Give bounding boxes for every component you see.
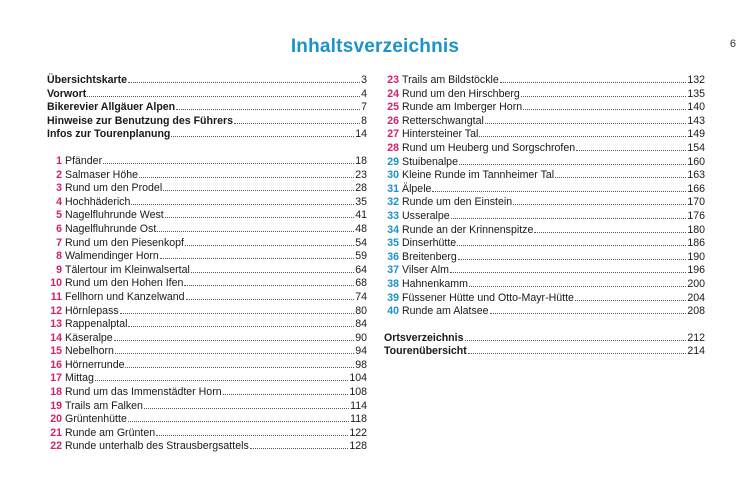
entry-label: Walmendinger Horn [65, 250, 159, 263]
dot-leader [163, 181, 354, 191]
dot-leader [250, 439, 349, 449]
entry-label: Grüntenhütte [65, 413, 127, 426]
toc-tour-entry[interactable] [384, 87, 705, 101]
tour-number: 17 [50, 372, 62, 385]
toc-tour-entry[interactable] [47, 358, 367, 372]
toc-tour-entry[interactable] [384, 155, 705, 169]
entry-label: Hörnlepass [65, 304, 119, 317]
toc-tour-entry[interactable] [47, 439, 367, 453]
entry-label: Tälertour im Kleinwalsertal [65, 263, 190, 276]
dot-leader [513, 195, 686, 205]
dot-leader [234, 114, 360, 124]
tour-number: 38 [387, 277, 399, 290]
tour-number: 33 [387, 209, 399, 222]
toc-tour-entry[interactable] [47, 331, 367, 345]
tour-number: 36 [387, 250, 399, 263]
tour-number: 9 [56, 263, 62, 276]
dot-leader [555, 168, 686, 178]
entry-label: Rund um das Immenstädter Horn [65, 386, 222, 399]
dot-leader [457, 236, 686, 246]
entry-label: Trails am Bildstöckle [402, 74, 499, 86]
tour-number: 3 [56, 182, 62, 195]
toc-right-column [384, 73, 705, 358]
entry-page: 160 [687, 155, 705, 168]
entry-label: Usseralpe [402, 209, 450, 222]
section-spacer [47, 141, 367, 154]
toc-tour-entry[interactable] [47, 263, 367, 277]
entry-page: 114 [350, 399, 367, 412]
entry-label: Tourenübersicht [384, 345, 467, 358]
toc-tour-entry[interactable] [384, 195, 705, 209]
entry-label: Dinserhütte [402, 237, 457, 250]
entry-page: 143 [687, 114, 705, 127]
dot-leader [450, 263, 686, 273]
toc-tour-entry[interactable] [47, 371, 367, 385]
entry-label: Nagelfluhrunde Ost [65, 222, 157, 235]
dot-leader [184, 276, 354, 286]
dot-leader [156, 426, 348, 436]
dot-leader [186, 290, 355, 300]
dot-leader [165, 208, 354, 218]
entry-page: 176 [687, 209, 705, 222]
tour-number: 14 [50, 331, 62, 344]
tour-number: 16 [50, 358, 62, 371]
toc-section-entry[interactable] [47, 100, 367, 114]
dot-leader [87, 87, 360, 97]
dot-leader [576, 141, 686, 151]
entry-page: 74 [355, 290, 367, 303]
tour-number: 13 [50, 318, 62, 331]
toc-section-entry[interactable] [47, 87, 367, 101]
entry-label: Hahnenkamm [402, 277, 468, 290]
entry-page: 54 [355, 236, 367, 249]
entry-page: 200 [687, 277, 705, 290]
tour-number: 37 [387, 264, 399, 277]
toc-tour-entry[interactable] [47, 290, 367, 304]
toc-tour-entry[interactable] [47, 236, 367, 250]
tour-number: 32 [387, 196, 399, 209]
entry-page: 190 [687, 250, 705, 263]
entry-label: Bikerevier Allgäuer Alpen [47, 101, 176, 114]
dot-leader [500, 73, 687, 83]
entry-label: Stuibenalpe [402, 155, 458, 168]
dot-leader [114, 331, 355, 341]
entry-page: 204 [687, 291, 705, 304]
dot-leader [458, 250, 687, 260]
entry-label: Vorwort [47, 87, 87, 100]
toc-tour-entry[interactable] [384, 291, 705, 305]
dot-leader [490, 304, 687, 314]
entry-page: 128 [349, 440, 367, 453]
dot-leader [131, 195, 354, 205]
toc-tour-entry[interactable] [384, 141, 705, 155]
dot-leader [523, 100, 686, 110]
entry-page: 7 [361, 101, 367, 114]
toc-tour-entry[interactable] [47, 181, 367, 195]
toc-tour-entry[interactable] [47, 344, 367, 358]
tour-number: 25 [387, 101, 399, 114]
dot-leader [521, 87, 687, 97]
entry-label: Salmaser Höhe [65, 168, 139, 181]
toc-tour-entry[interactable] [47, 168, 367, 182]
dot-leader [128, 412, 349, 422]
toc-section-entry[interactable] [47, 73, 367, 87]
entry-label: Infos zur Tourenplanung [47, 128, 171, 141]
entry-label: Trails am Falken [65, 399, 143, 412]
toc-tour-entry[interactable] [47, 208, 367, 222]
toc-tour-entry[interactable] [47, 195, 367, 209]
entry-page: 163 [687, 169, 705, 182]
entry-page: 98 [355, 358, 367, 371]
entry-page: 186 [687, 237, 705, 250]
entry-page: 3 [361, 74, 367, 86]
entry-label: Älpele [402, 182, 432, 195]
entry-label: Runde unterhalb des Strausbergsattels [65, 440, 249, 453]
entry-label: Rappenalptal [65, 318, 128, 331]
tour-number: 39 [387, 291, 399, 304]
toc-tour-entry[interactable] [47, 154, 367, 168]
toc-tour-entry[interactable] [384, 73, 705, 87]
tour-number: 29 [387, 155, 399, 168]
entry-page: 28 [355, 182, 367, 195]
entry-page: 214 [687, 345, 705, 358]
entry-page: 170 [687, 196, 705, 209]
entry-label: Rund um den Hohen Ifen [65, 277, 184, 290]
tour-number: 40 [387, 305, 399, 318]
dot-leader [128, 317, 354, 327]
tour-number: 10 [50, 277, 62, 290]
entry-page: 8 [361, 114, 367, 127]
toc-section-entry[interactable] [384, 344, 705, 358]
entry-label: Füssener Hütte und Otto-Mayr-Hütte [402, 291, 574, 304]
dot-leader [185, 236, 354, 246]
toc-tour-entry[interactable] [47, 304, 367, 318]
entry-label: Rund um den Piesenkopf [65, 236, 184, 249]
tour-number: 1 [56, 154, 62, 167]
entry-page: 59 [355, 250, 367, 263]
dot-leader [459, 155, 686, 165]
entry-label: Vilser Alm [402, 264, 449, 277]
dot-leader [120, 304, 355, 314]
entry-page: 166 [687, 182, 705, 195]
entry-label: Hörnerrunde [65, 358, 125, 371]
tour-number: 18 [50, 386, 62, 399]
entry-label: Ortsverzeichnis [384, 331, 464, 344]
dot-leader [479, 127, 686, 137]
entry-page: 180 [687, 223, 705, 236]
tour-number: 15 [50, 345, 62, 358]
dot-leader [432, 182, 686, 192]
dot-leader [160, 249, 354, 259]
entry-page: 118 [350, 413, 367, 426]
entry-label: Mittag [65, 372, 94, 385]
toc-tour-entry[interactable] [384, 263, 705, 277]
entry-label: Nebelhorn [65, 345, 114, 358]
tour-number: 28 [387, 141, 399, 154]
tour-number: 23 [387, 74, 399, 86]
dot-leader [144, 399, 349, 409]
entry-page: 23 [355, 168, 367, 181]
entry-label: Runde am Imberger Horn [402, 101, 523, 114]
entry-label: Fellhorn und Kanzelwand [65, 290, 185, 303]
entry-page: 122 [349, 426, 367, 439]
toc-tour-entry[interactable] [47, 276, 367, 290]
tour-number: 34 [387, 223, 399, 236]
dot-leader [575, 291, 686, 301]
entry-label: Breitenberg [402, 250, 457, 263]
entry-label: Kleine Runde im Tannheimer Tal [402, 169, 555, 182]
entry-page: 104 [349, 372, 367, 385]
toc-tour-entry[interactable] [47, 385, 367, 399]
tour-number: 11 [50, 290, 62, 303]
toc-tour-entry[interactable] [384, 168, 705, 182]
entry-label: Pfänder [65, 154, 103, 167]
entry-label: Runde an der Krinnenspitze [402, 223, 534, 236]
toc-tour-entry[interactable] [384, 236, 705, 250]
tour-number: 2 [56, 168, 62, 181]
tour-number: 5 [56, 209, 62, 222]
toc-tour-entry[interactable] [384, 223, 705, 237]
entry-page: 48 [355, 222, 367, 235]
dot-leader [191, 263, 354, 273]
toc-tour-entry[interactable] [47, 222, 367, 236]
page-title: Inhaltsverzeichnis [290, 36, 460, 57]
entry-page: 4 [361, 87, 367, 100]
entry-page: 68 [355, 277, 367, 290]
entry-label: Übersichtskarte [47, 74, 128, 86]
toc-section-entry[interactable] [47, 127, 367, 141]
entry-page: 18 [355, 154, 367, 167]
entry-page: 154 [687, 141, 705, 154]
tour-number: 26 [387, 114, 399, 127]
entry-label: Rund um den Hirschberg [402, 87, 520, 100]
tour-number: 30 [387, 169, 399, 182]
entry-label: Hochhäderich [65, 195, 131, 208]
toc-tour-entry[interactable] [47, 317, 367, 331]
tour-number: 7 [56, 236, 62, 249]
tour-number: 12 [50, 304, 62, 317]
dot-leader [485, 114, 686, 124]
entry-label: Käseralpe [65, 331, 113, 344]
entry-label: Rund um den Prodel [65, 182, 163, 195]
tour-number: 6 [56, 222, 62, 235]
toc-tour-entry[interactable] [384, 182, 705, 196]
dot-leader [469, 277, 686, 287]
toc-tour-entry[interactable] [384, 304, 705, 318]
entry-label: Hintersteiner Tal [402, 128, 479, 141]
tour-number: 35 [387, 237, 399, 250]
dot-leader [139, 168, 354, 178]
tour-number: 21 [50, 426, 62, 439]
entry-label: Runde am Grünten [65, 426, 156, 439]
dot-leader [125, 358, 354, 368]
entry-page: 94 [355, 345, 367, 358]
toc-section-entry[interactable] [47, 114, 367, 128]
entry-label: Nagelfluhrunde West [65, 209, 164, 222]
entry-page: 135 [687, 87, 705, 100]
entry-page: 108 [349, 386, 367, 399]
toc-tour-entry[interactable] [47, 412, 367, 426]
entry-page: 64 [355, 263, 367, 276]
dot-leader [451, 209, 687, 219]
dot-leader [103, 154, 354, 164]
entry-page: 14 [355, 128, 367, 141]
dot-leader [128, 73, 360, 83]
dot-leader [171, 127, 354, 137]
toc-tour-entry[interactable] [384, 114, 705, 128]
entry-label: Retterschwangtal [402, 114, 484, 127]
entry-page: 212 [687, 331, 705, 344]
tour-number: 31 [387, 182, 399, 195]
toc-tour-entry[interactable] [384, 250, 705, 264]
entry-page: 196 [687, 264, 705, 277]
section-spacer [384, 318, 705, 331]
entry-page: 90 [355, 331, 367, 344]
entry-page: 140 [687, 101, 705, 114]
dot-leader [534, 223, 686, 233]
entry-label: Runde um den Einstein [402, 196, 513, 209]
entry-page: 35 [355, 195, 367, 208]
dot-leader [468, 344, 687, 354]
entry-label: Runde am Alatsee [402, 305, 489, 318]
dot-leader [115, 344, 354, 354]
tour-number: 20 [50, 413, 62, 426]
tour-number: 27 [387, 128, 399, 141]
toc-tour-entry[interactable] [384, 277, 705, 291]
dot-leader [95, 371, 348, 381]
toc-left-column [47, 73, 367, 453]
tour-number: 19 [50, 399, 62, 412]
entry-page: 132 [687, 74, 705, 86]
page-number: 6 [729, 38, 736, 50]
toc-section-entry[interactable] [384, 331, 705, 345]
toc-tour-entry[interactable] [384, 127, 705, 141]
entry-label: Hinweise zur Benutzung des Führers [47, 114, 234, 127]
entry-page: 208 [687, 305, 705, 318]
dot-leader [176, 100, 360, 110]
entry-page: 84 [355, 318, 367, 331]
toc-tour-entry[interactable] [47, 426, 367, 440]
tour-number: 24 [387, 87, 399, 100]
entry-label: Rund um Heuberg und Sorgschrofen [402, 141, 576, 154]
entry-page: 41 [355, 209, 367, 222]
toc-tour-entry[interactable] [384, 100, 705, 114]
tour-number: 4 [56, 195, 62, 208]
dot-leader [223, 385, 349, 395]
entry-page: 80 [355, 304, 367, 317]
dot-leader [465, 331, 687, 341]
toc-tour-entry[interactable] [47, 249, 367, 263]
dot-leader [157, 222, 354, 232]
tour-number: 22 [50, 440, 62, 453]
entry-page: 149 [687, 128, 705, 141]
tour-number: 8 [56, 250, 62, 263]
toc-tour-entry[interactable] [384, 209, 705, 223]
toc-tour-entry[interactable] [47, 399, 367, 413]
